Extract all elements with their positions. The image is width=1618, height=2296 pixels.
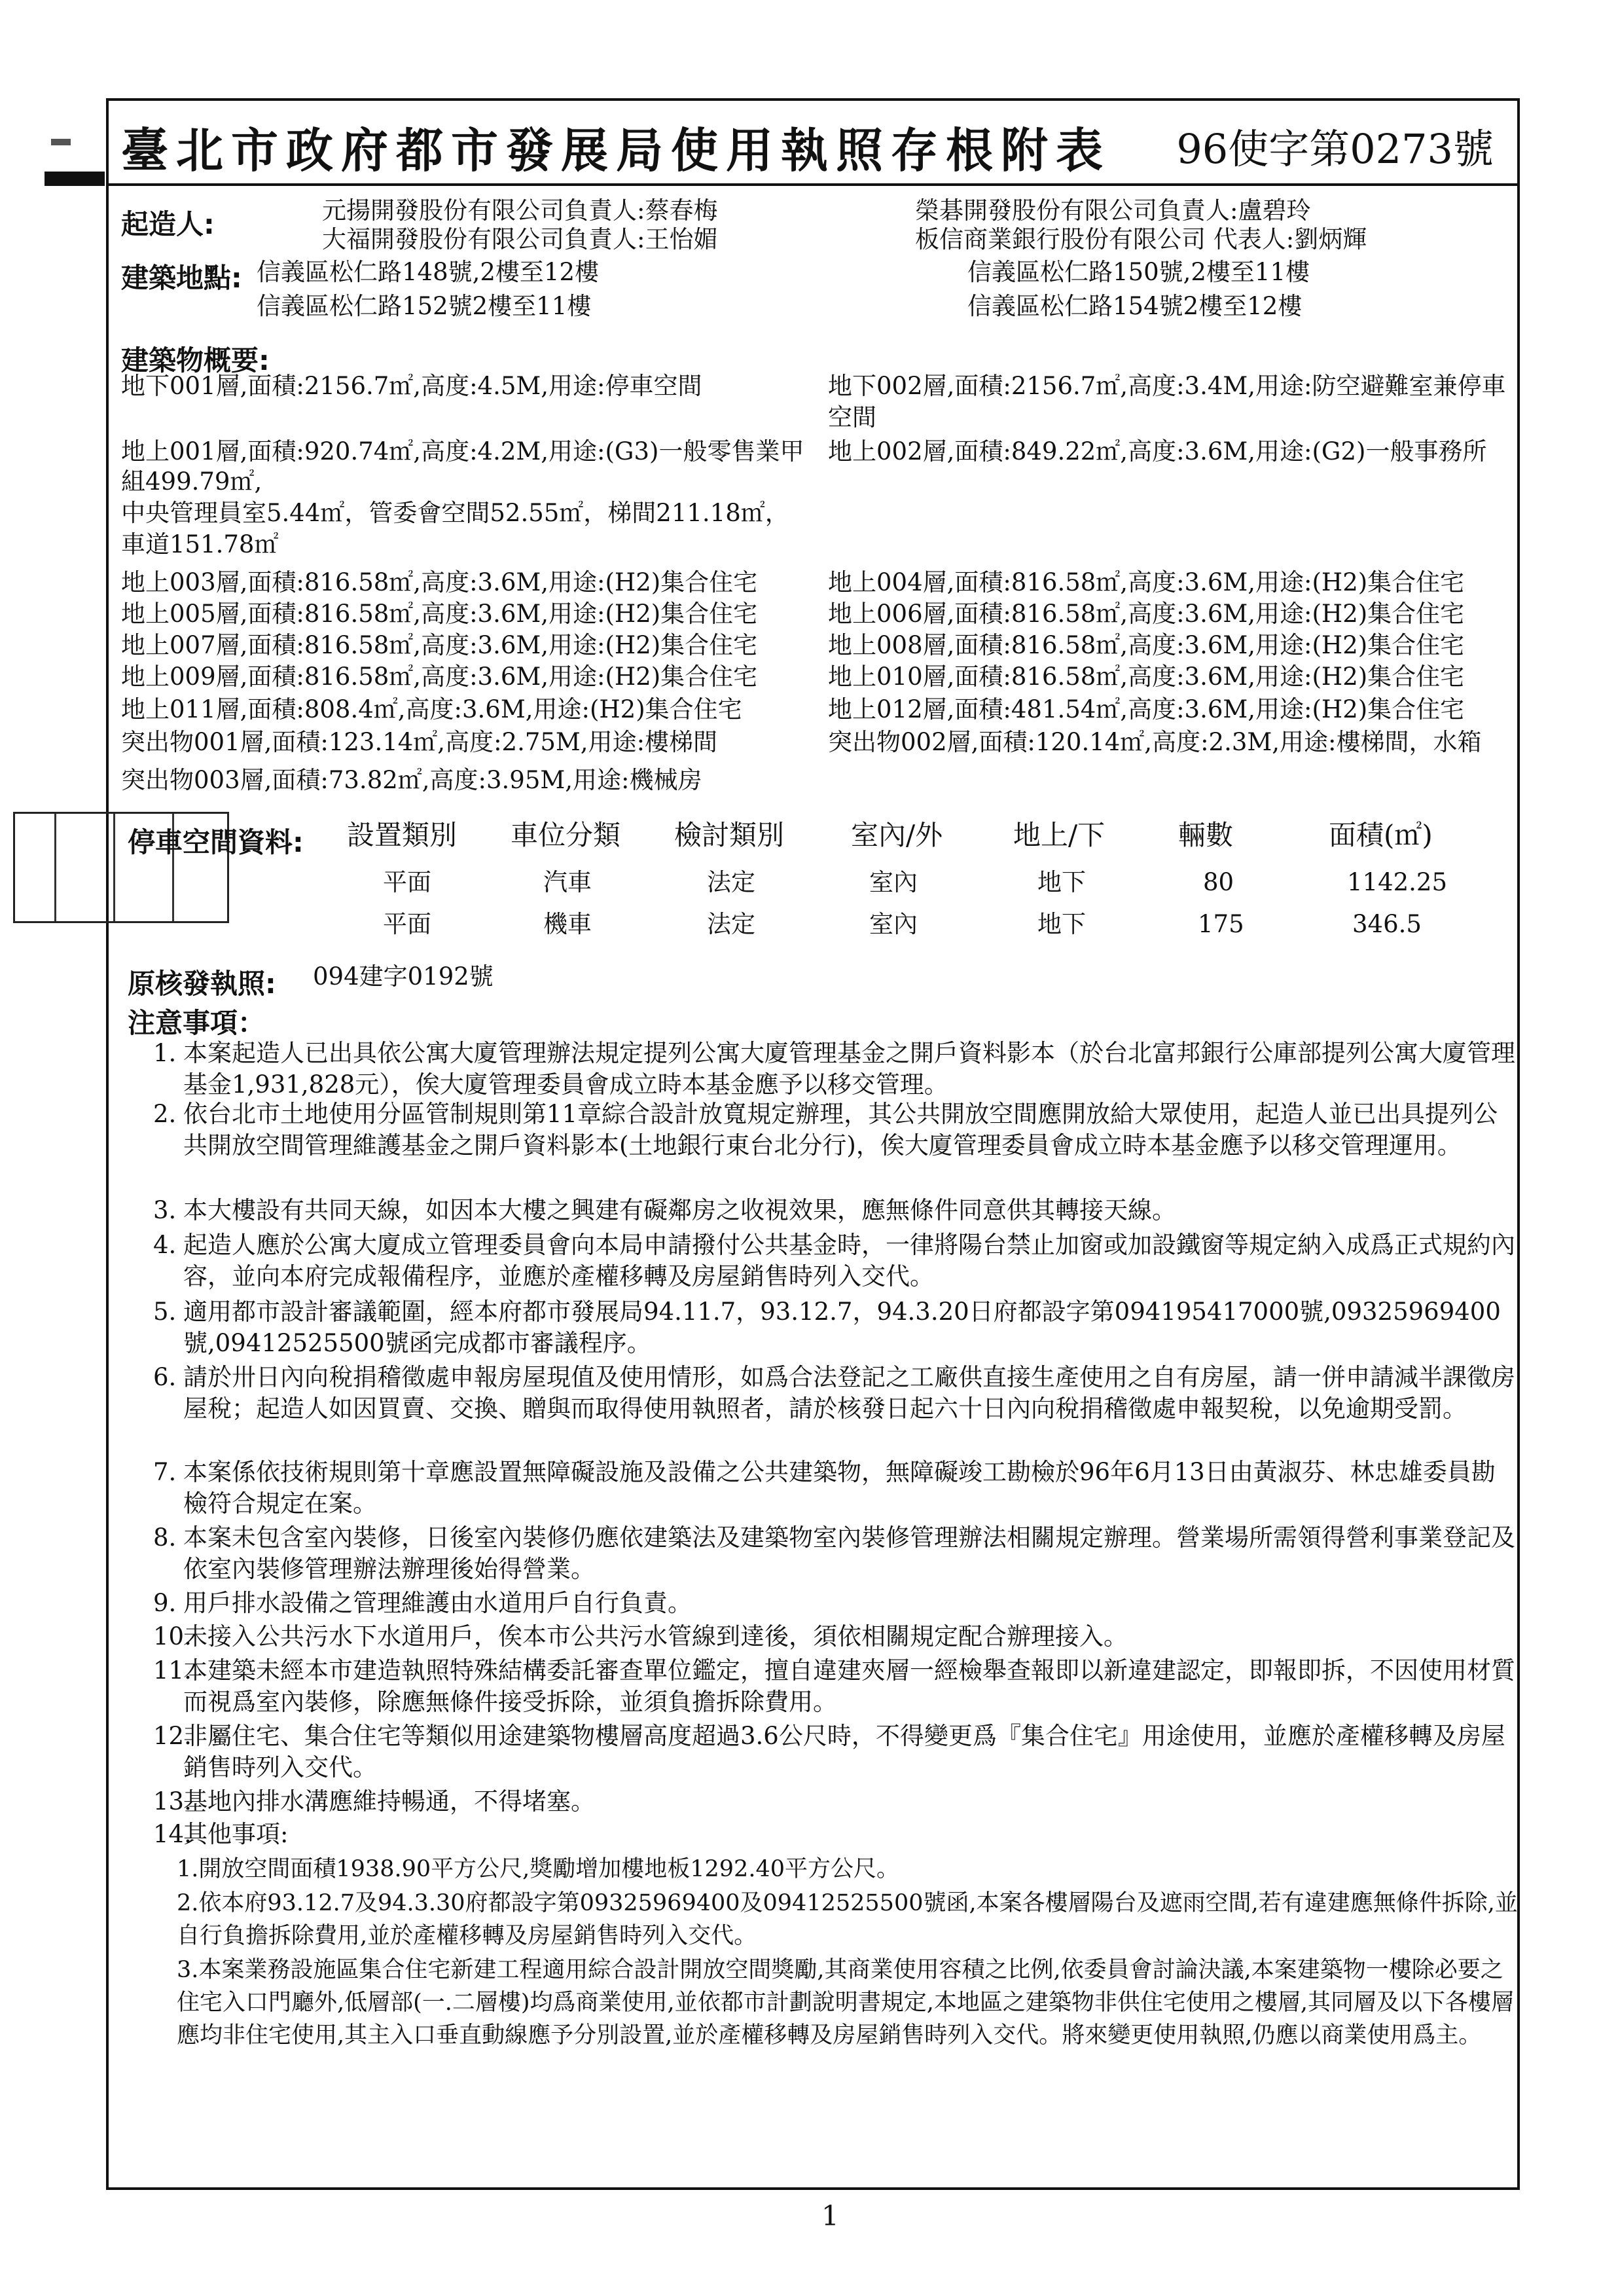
parking-cell: 地下: [1037, 868, 1086, 896]
document-title: 臺北市政府都市發展局使用執照存根附表: [121, 123, 1111, 178]
note-item: 9. 用戶排水設備之管理維護由水道用戶自行負責。: [153, 1589, 692, 1617]
parking-cell: 機車: [543, 910, 592, 938]
note-item: 5. 適用都市設計審議範圍，經本府都市發展局94.11.7，93.12.7，94.3.20日府都設字第094195417000號,09325969400號,09412525500號函完成都市審議程序。: [153, 1298, 1501, 1357]
builder-entry: 大福開發股份有限公司負責人:王怡媚: [322, 225, 718, 253]
notes-label: 注意事項：: [128, 1007, 266, 1039]
overview-label: 建築物概要:: [121, 344, 270, 376]
builder-entry: 榮碁開發股份有限公司負責人:盧碧玲: [915, 196, 1311, 225]
note-item: 13. 基地內排水溝應維持暢通，不得堵塞。: [153, 1787, 595, 1815]
floor-entry: 地上010層,面積:816.58㎡,高度:3.6M,用途:(H2)集合住宅: [828, 663, 1465, 691]
parking-label: 停車空間資料:: [128, 826, 304, 858]
builder-entry: 元揚開發股份有限公司負責人:蔡春梅: [322, 196, 718, 225]
other-matter-item: 1.開放空間面積1938.90平方公尺,獎勵增加樓地板1292.40平方公尺。: [177, 1856, 899, 1882]
parking-header: 輛數: [1178, 819, 1234, 851]
floor-entry: 組499.79㎡,: [121, 467, 262, 496]
floor-entry: 空間: [828, 403, 876, 431]
parking-header: 室內/外: [851, 819, 943, 851]
floor-entry: 地下001層,面積:2156.7㎡,高度:4.5M,用途:停車空間: [121, 372, 702, 400]
note-item: 14. 其他事項:: [153, 1820, 289, 1848]
note-item: 1. 本案起造人已出具依公寓大廈管理辦法規定提列公寓大廈管理基金之開戶資料影本（於台北富邦銀行公庫部提列公寓大廈管理基金1,931,828元），俟大廈管理委員會成立時本基金應予以移交管理。: [153, 1039, 1515, 1099]
note-item: 6. 請於卅日內向稅捐稽徵處申報房屋現值及使用情形，如爲合法登記之工廠供直接生產使用之自有房屋，請一併申請減半課徵房屋稅；起造人如因買賣、交換、贈與而取得使用執照者，請於核發日起六十日內向稅捐稽徵處申報契稅，以免逾期受罰。: [153, 1363, 1515, 1423]
parking-cell: 汽車: [543, 868, 592, 896]
note-item: 11. 本建築未經本市建造執照特殊結構委託審查單位鑑定，擅自違建夾層一經檢舉查報即以新違建認定，即報即拆，不因使用材質而視爲室內裝修，除應無條件接受拆除，並須負擔拆除費用。: [153, 1656, 1515, 1716]
other-matter-item: 3.本案業務設施區集合住宅新建工程適用綜合設計開放空間獎勵,其商業使用容積之比例,依委員會討論決議,本案建築物一樓除必要之住宅入口門廳外,低層部(一.二層樓)均爲商業使用,並依都市計劃說明書規定,本地區之建築物非供住宅使用之樓層,其同層及以下各樓層應均非住宅使用,其主入口垂直動線應予分別設置,並於產權移轉及房屋銷售時列入交代。將來變更使用執照,仍應以商業使用爲主。: [177, 1957, 1514, 2049]
floor-entry: 地上011層,面積:808.4㎡,高度:3.6M,用途:(H2)集合住宅: [121, 695, 742, 723]
floor-entry: 地上007層,面積:816.58㎡,高度:3.6M,用途:(H2)集合住宅: [121, 631, 758, 659]
floor-entry: 地上001層,面積:920.74㎡,高度:4.2M,用途:(G3)一般零售業甲: [121, 437, 804, 465]
builders-label: 起造人:: [121, 208, 215, 240]
floor-entry: 地上006層,面積:816.58㎡,高度:3.6M,用途:(H2)集合住宅: [828, 600, 1465, 628]
parking-cell: 室內: [869, 868, 918, 896]
parking-cell: 1142.25: [1347, 868, 1448, 896]
site-label: 建築地點:: [121, 262, 242, 294]
parking-header: 設置類別: [347, 819, 458, 851]
parking-cell: 法定: [707, 868, 755, 896]
note-item: 12. 非屬住宅、集合住宅等類似用途建築物樓層高度超過3.6公尺時，不得變更爲『集合住宅』用途使用，並應於產權移轉及房屋銷售時列入交代。: [153, 1722, 1505, 1781]
floor-entry: 突出物002層,面積:120.14㎡,高度:2.3M,用途:樓梯間，水箱: [828, 728, 1482, 756]
note-item: 2. 依台北市土地使用分區管制規則第11章綜合設計放寬規定辦理，其公共開放空間應開放給大眾使用，起造人並已出具提列公共開放空間管理維護基金之開戶資料影本(土地銀行東台北分行)，俟大廈管理委員會成立時本基金應予以移交管理運用。: [153, 1100, 1498, 1159]
parking-cell: 80: [1203, 868, 1234, 896]
floor-entry: 地上009層,面積:816.58㎡,高度:3.6M,用途:(H2)集合住宅: [121, 663, 758, 691]
floor-entry: 突出物001層,面積:123.14㎡,高度:2.75M,用途:樓梯間: [121, 728, 718, 756]
note-item: 10. 未接入公共污水下水道用戶，俟本市公共污水管線到達後，須依相關規定配合辦理接入。: [153, 1622, 1128, 1650]
floor-entry: 車道151.78㎡: [121, 530, 279, 558]
parking-cell: 175: [1198, 910, 1244, 938]
floor-entry: 突出物003層,面積:73.82㎡,高度:3.95M,用途:機械房: [121, 766, 702, 794]
other-matter-item: 2.依本府93.12.7及94.3.30府都設字第09325969400及09412525500號函,本案各樓層陽台及遮雨空間,若有違建應無條件拆除,並自行負擔拆除費用,並於產權移轉及房屋銷售時列入交代。: [177, 1890, 1518, 1949]
floor-entry: 地上004層,面積:816.58㎡,高度:3.6M,用途:(H2)集合住宅: [828, 568, 1465, 596]
site-entry: 信義區松仁路148號,2樓至12樓: [257, 258, 600, 286]
parking-header: 面積(㎡): [1329, 819, 1433, 851]
original-permit-value: 094建字0192號: [313, 962, 494, 991]
floor-entry: 地下002層,面積:2156.7㎡,高度:3.4M,用途:防空避難室兼停車: [828, 372, 1506, 400]
parking-cell: 法定: [707, 910, 755, 938]
note-item: 7. 本案係依技術規則第十章應設置無障礙設施及設備之公共建築物，無障礙竣工勘檢於96年6月13日由黃淑芬、林忠雄委員勘檢符合規定在案。: [153, 1458, 1496, 1518]
note-item: 3. 本大樓設有共同天線，如因本大樓之興建有礙鄰房之收視效果，應無條件同意供其轉接天線。: [153, 1196, 1176, 1224]
page-number: 1: [821, 2200, 839, 2232]
license-number: 96使字第0273號: [1176, 125, 1494, 173]
parking-cell: 室內: [869, 910, 918, 938]
site-entry: 信義區松仁路150號,2樓至11樓: [967, 258, 1310, 286]
builder-entry: 板信商業銀行股份有限公司 代表人:劉炳輝: [915, 225, 1367, 253]
note-item: 8. 本案未包含室內裝修，日後室內裝修仍應依建築法及建築物室內裝修管理辦法相關規定辦理。營業場所需領得營利事業登記及依室內裝修管理辦法辦理後始得營業。: [153, 1523, 1515, 1583]
floor-entry: 中央管理員室5.44㎡，管委會空間52.55㎡，梯間211.18㎡，: [121, 499, 789, 527]
parking-cell: 346.5: [1352, 910, 1422, 938]
parking-header: 地上/下: [1013, 819, 1106, 851]
parking-cell: 地下: [1037, 910, 1086, 938]
floor-entry: 地上003層,面積:816.58㎡,高度:3.6M,用途:(H2)集合住宅: [121, 568, 758, 596]
scan-mark: [45, 172, 105, 186]
floor-entry: 地上012層,面積:481.54㎡,高度:3.6M,用途:(H2)集合住宅: [828, 695, 1465, 723]
floor-entry: 地上002層,面積:849.22㎡,高度:3.6M,用途:(G2)一般事務所: [828, 437, 1487, 465]
site-entry: 信義區松仁路154號2樓至12樓: [967, 292, 1303, 320]
parking-cell: 平面: [383, 910, 431, 938]
original-permit-label: 原核發執照:: [128, 968, 276, 1000]
site-entry: 信義區松仁路152號2樓至11樓: [257, 292, 592, 320]
parking-header: 車位分類: [511, 819, 621, 851]
header-divider: [106, 183, 1520, 186]
parking-cell: 平面: [383, 868, 431, 896]
floor-entry: 地上008層,面積:816.58㎡,高度:3.6M,用途:(H2)集合住宅: [828, 631, 1465, 659]
scan-mark-small: [51, 139, 71, 145]
note-item: 4. 起造人應於公寓大廈成立管理委員會向本局申請撥付公共基金時，一律將陽台禁止加窗或加設鐵窗等規定納入成爲正式規約內容，並向本府完成報備程序，並應於產權移轉及房屋銷售時列入交代。: [153, 1231, 1515, 1290]
floor-entry: 地上005層,面積:816.58㎡,高度:3.6M,用途:(H2)集合住宅: [121, 600, 758, 628]
parking-header: 檢討類別: [674, 819, 785, 851]
